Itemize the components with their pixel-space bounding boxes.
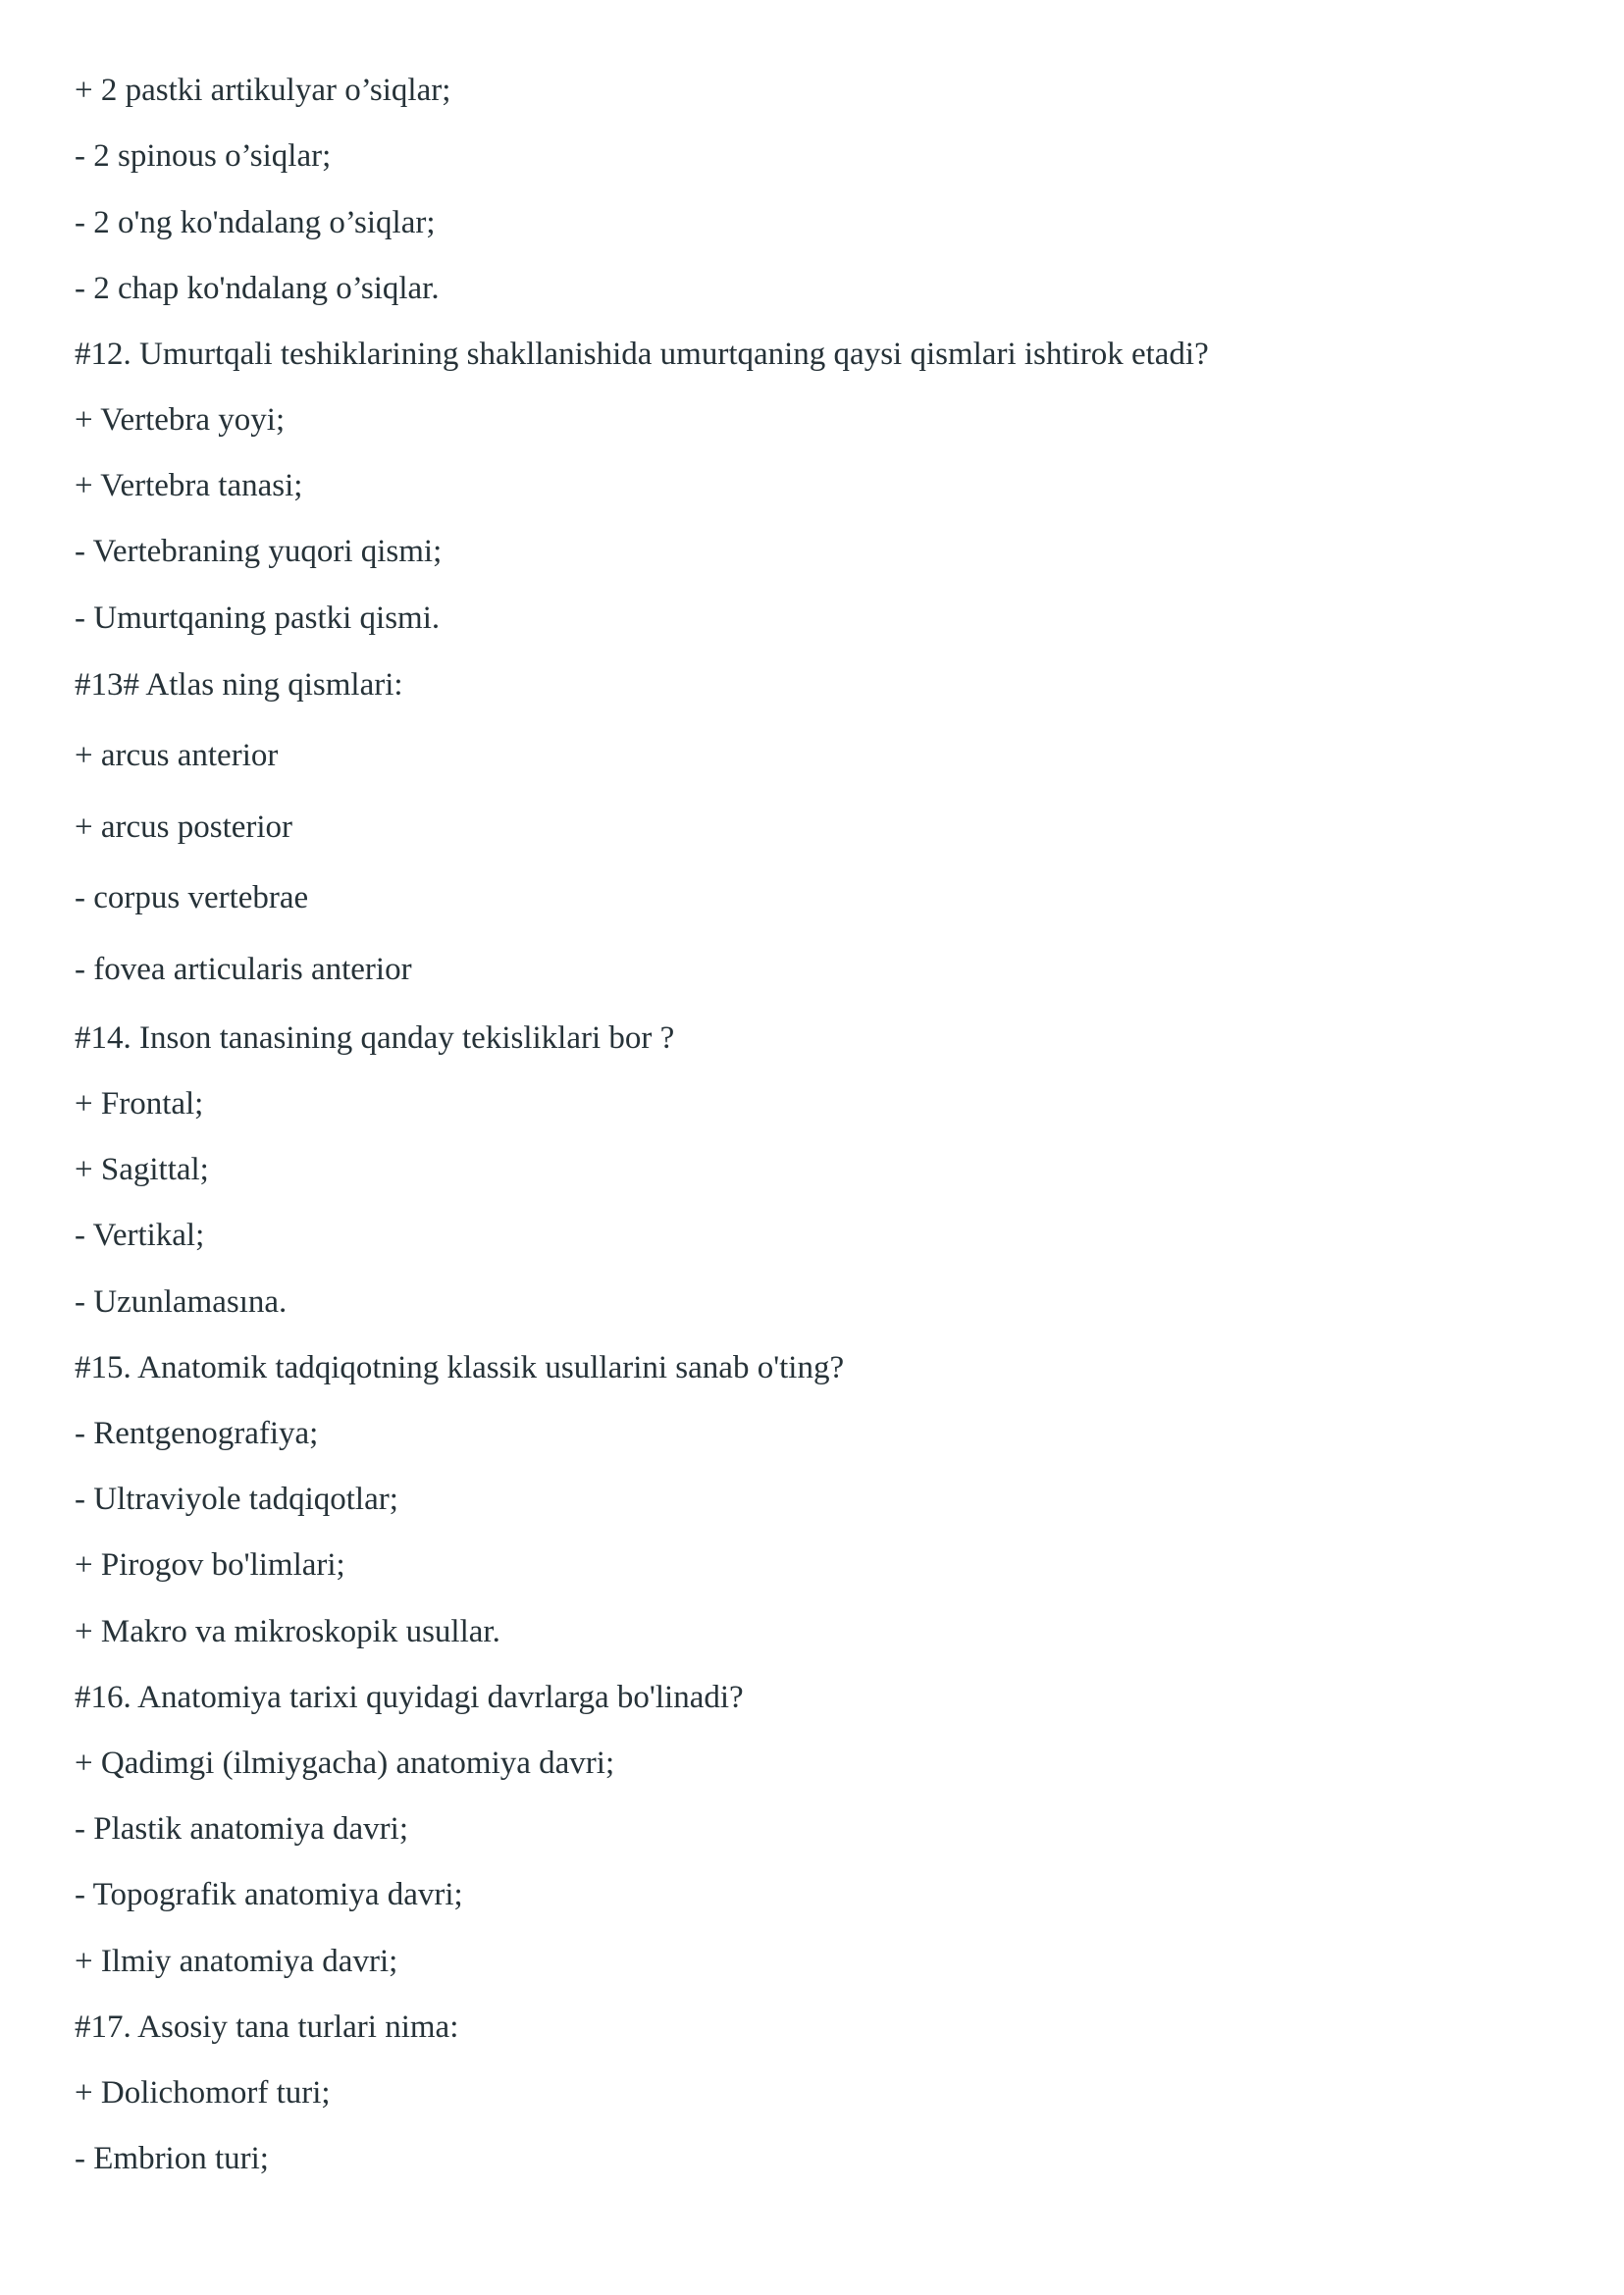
answer-option: - Ultraviyole tadqiqotlar; [75,1482,398,1517]
answer-option: - Vertebraning yuqori qismi; [75,534,443,569]
answer-option: - 2 o'ng ko'ndalang o’siqlar; [75,205,436,240]
question-17: #17. Asosiy tana turlari nima: [75,2009,459,2045]
answer-option: - Rentgenografiya; [75,1416,319,1451]
answer-option: + Dolichomorf turi; [75,2075,331,2111]
question-13: #13# Atlas ning qismlari: [75,667,403,703]
answer-option: + Vertebra tanasi; [75,468,303,503]
answer-option: + arcus posterior [75,809,293,845]
answer-option: + arcus anterior [75,738,279,773]
answer-option: - corpus vertebrae [75,880,309,915]
question-12: #12. Umurtqali teshiklarining shakllanishida umurtqaning qaysi qismlari ishtirok etadi? [75,337,1209,372]
answer-option: + Qadimgi (ilmiygacha) anatomiya davri; [75,1746,615,1781]
answer-option: - Plastik anatomiya davri; [75,1811,409,1847]
answer-option: - Embrion turi; [75,2141,269,2176]
answer-option: + Sagittal; [75,1152,209,1187]
answer-option: - Uzunlamasına. [75,1284,288,1320]
answer-option: - Topografik anatomiya davri; [75,1877,463,1912]
answer-option: + 2 pastki artikulyar o’siqlar; [75,73,451,108]
answer-option: + Ilmiy anatomiya davri; [75,1944,398,1979]
answer-option: + Frontal; [75,1086,204,1121]
answer-option: - Umurtqaning pastki qismi. [75,600,441,636]
answer-option: + Vertebra yoyi; [75,402,286,438]
answer-option: + Pirogov bo'limlari; [75,1547,345,1583]
answer-option: - fovea articularis anterior [75,952,412,987]
question-15: #15. Anatomik tadqiqotning klassik usullarini sanab o'ting? [75,1350,845,1385]
question-14: #14. Inson tanasining qanday tekisliklari bor ? [75,1020,675,1056]
answer-option: + Makro va mikroskopik usullar. [75,1614,500,1649]
question-16: #16. Anatomiya tarixi quyidagi davrlarga bo'linadi? [75,1680,744,1715]
answer-option: - 2 spinous o’siqlar; [75,138,332,174]
answer-option: - 2 chap ko'ndalang o’siqlar. [75,271,440,306]
answer-option: - Vertikal; [75,1218,205,1253]
